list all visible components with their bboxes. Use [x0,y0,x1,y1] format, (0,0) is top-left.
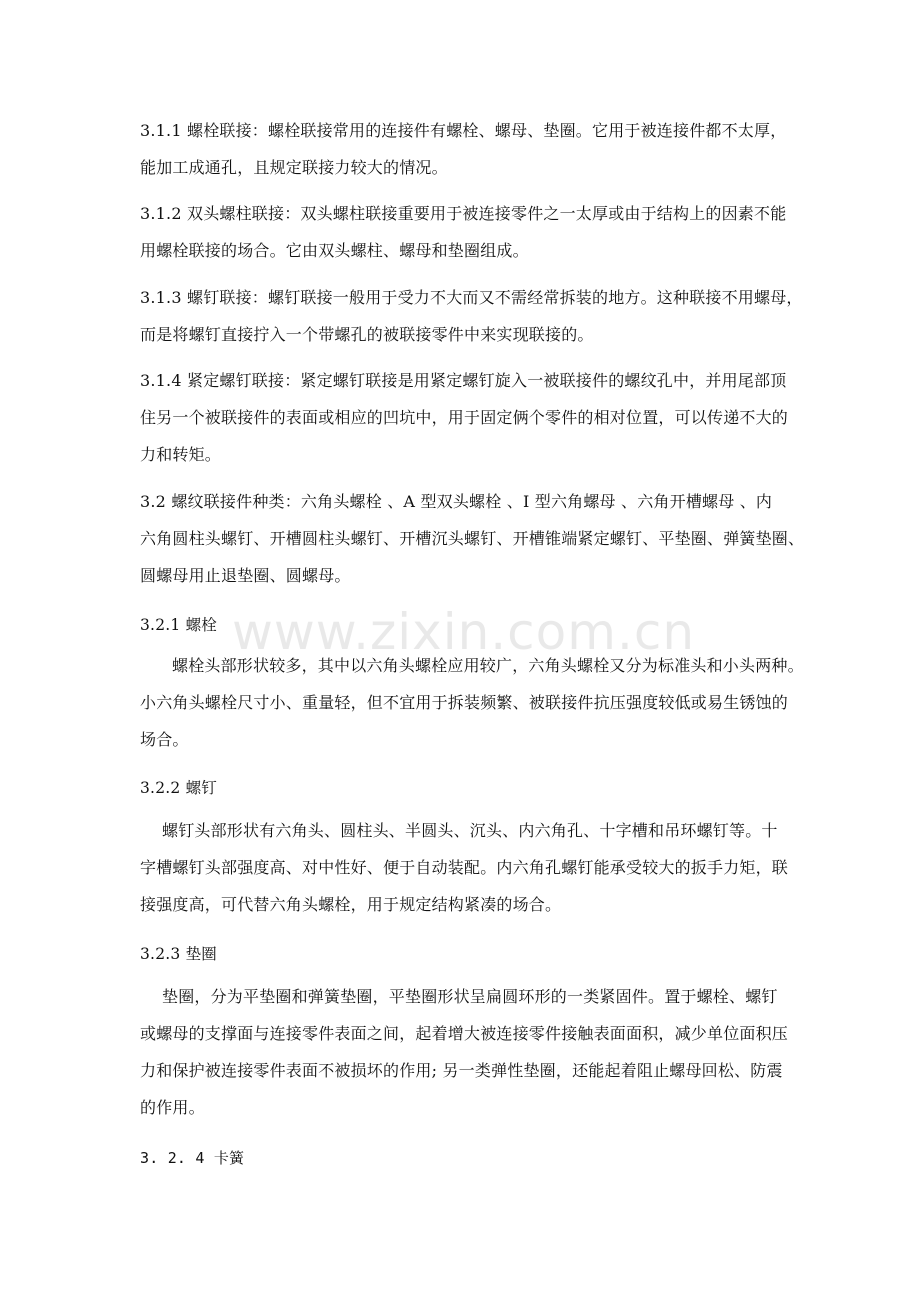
paragraph-3-2-3 [140,978,789,1126]
text-line: 的作用。 [140,1098,205,1117]
paragraph-3-1-3 [140,279,803,353]
text-line: 能加工成通孔，且规定联接力较大的情况。 [140,158,448,177]
text-line: 螺栓头部形状较多，其中以六角头螺栓应用较广，六角头螺栓又分为标准头和小头两种。 [172,656,804,675]
paragraph-3-2 [140,483,805,594]
text-line: 3.1.4 紧定螺钉联接：紧定螺钉联接是用紧定螺钉旋入一被联接件的螺纹孔中，并用尾部顶 [140,371,787,390]
text-line: 用螺栓联接的场合。它由双头螺柱、螺母和垫圈组成。 [140,241,529,260]
text-line: 3.1.1 螺栓联接：螺栓联接常用的连接件有螺栓、螺母、垫圈。它用于被连接件都不太厚， [140,121,787,140]
text-line: 场合。 [140,730,189,749]
text-line: 3.2 螺纹联接件种类：六角头螺栓 、A 型双头螺栓 、I 型六角螺母 、六角开槽螺母 、内 [140,492,773,511]
text-line: 或螺母的支撑面与连接零件表面之间，起着增大被连接零件接触表面面积，减少单位面积压 [140,1024,789,1043]
heading-3-2-1: 3.2.1 螺栓 [140,616,217,634]
paragraph-3-1-2 [140,195,787,269]
text-line: 字槽螺钉头部强度高、对中性好、便于自动装配。内六角孔螺钉能承受较大的扳手力矩，联 [140,858,789,877]
text-line: 3.1.2 双头螺柱联接：双头螺柱联接重要用于被连接零件之一太厚或由于结构上的因素不能 [140,204,787,223]
paragraph-3-1-4 [140,362,789,473]
heading-3-2-2: 3.2.2 螺钉 [140,779,217,797]
watermark: www.zixin.com.cn [232,603,696,661]
text-line: 3.1.3 螺钉联接：螺钉联接一般用于受力不大而又不需经常拆装的地方。这种联接不用螺母， [140,288,803,307]
text-line: 力和转矩。 [140,445,222,464]
text-line: 而是将螺钉直接拧入一个带螺孔的被联接零件中来实现联接的。 [140,325,594,344]
paragraph-3-2-1 [140,647,804,758]
text-line: 螺钉头部形状有六角头、圆柱头、半圆头、沉头、内六角孔、十字槽和吊环螺钉等。十 [162,821,778,840]
text-line: 住另一个被联接件的表面或相应的凹坑中，用于固定俩个零件的相对位置，可以传递不大的 [140,408,789,427]
text-line: 小六角头螺栓尺寸小、重量轻，但不宜用于拆装频繁、被联接件抗压强度较低或易生锈蚀的 [140,693,789,712]
text-line: 力和保护被连接零件表面不被损坏的作用; 另一类弹性垫圈，还能起着阻止螺母回松、防震 [140,1061,783,1080]
heading-3-2-3: 3.2.3 垫圈 [140,945,217,963]
paragraph-3-1-1 [140,112,787,186]
text-line: 六角圆柱头螺钉、开槽圆柱头螺钉、开槽沉头螺钉、开槽锥端紧定螺钉、平垫圈、弹簧垫圈、 [140,529,805,548]
text-line: 圆螺母用止退垫圈、圆螺母。 [140,566,351,585]
paragraph-3-2-2 [140,812,789,923]
text-line: 接强度高，可代替六角头螺栓，用于规定结构紧凑的场合。 [140,895,562,914]
heading-3-2-4: 3. 2. 4 卡簧 [140,1149,245,1167]
text-line: 垫圈，分为平垫圈和弹簧垫圈，平垫圈形状呈扁圆环形的一类紧固件。置于螺栓、螺钉 [162,987,778,1006]
